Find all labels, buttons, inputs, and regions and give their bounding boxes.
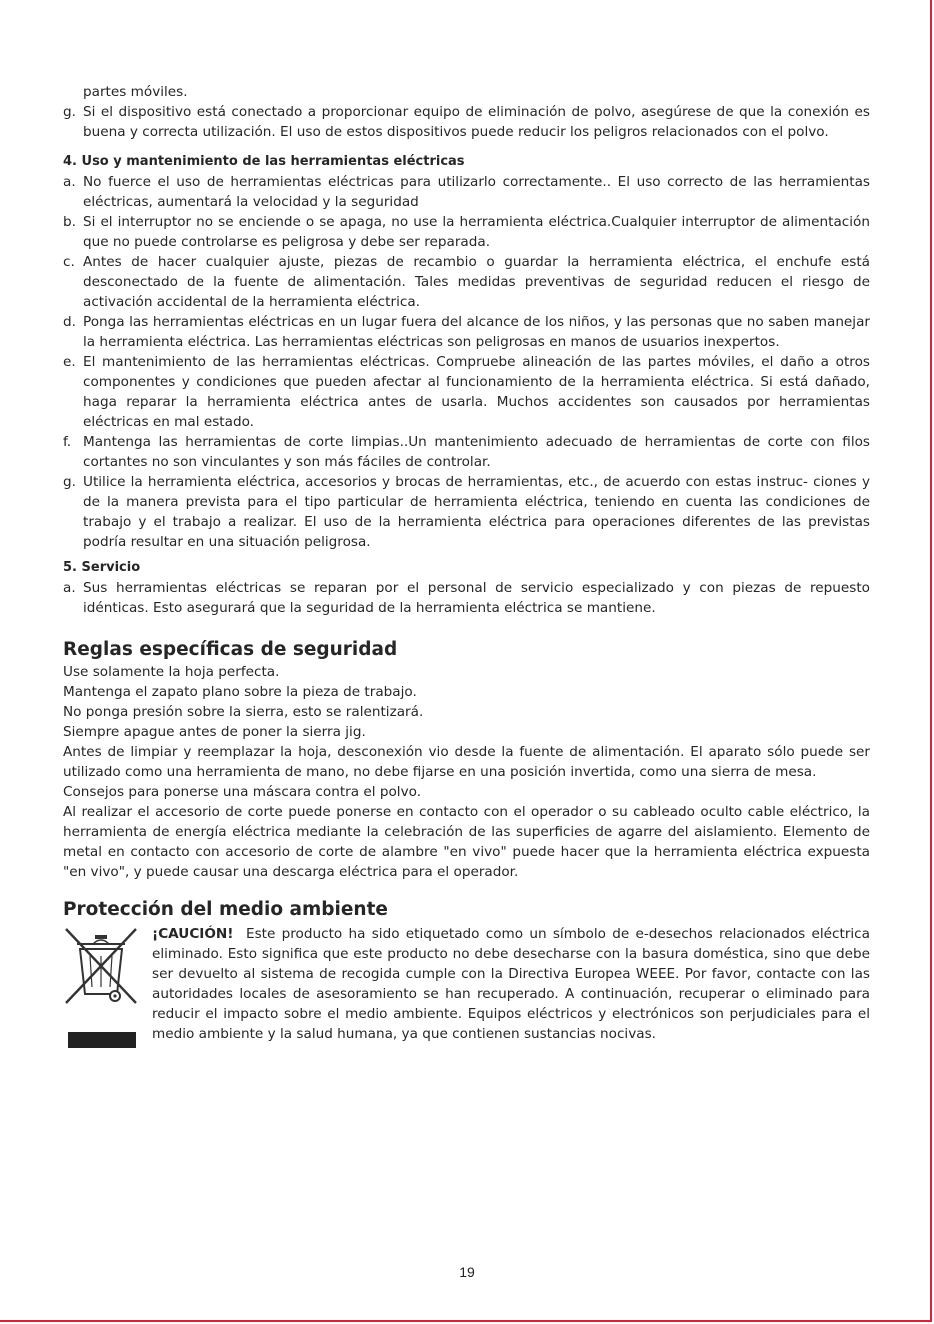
item-letter: a.	[63, 174, 76, 190]
environment-section	[63, 924, 870, 1044]
list-item	[63, 352, 870, 432]
item-text: Si el interruptor no se enciende o se apaga, no use la herramienta eléctrica.Cualquier interruptor de alimentación que no puede controlarse es peligrosa y debe ser reparada.	[83, 214, 870, 250]
list-item	[63, 172, 870, 212]
item-text: Sus herramientas eléctricas se reparan por el personal de servicio especializado y con piezas de repuesto idénticas. Esto asegurará que la seguridad de la herramienta eléctrica se mantiene.	[83, 580, 870, 616]
continuation-text: partes móviles.	[83, 84, 188, 100]
list-item	[63, 472, 870, 552]
item-text: Mantenga las herramientas de corte limpias..Un mantenimiento adecuado de herramientas de corte con filos cortantes no son vinculantes y son más fáciles de controlar.	[83, 434, 870, 470]
caution-label: ¡CAUCIÓN!	[152, 926, 234, 942]
environment-heading: Protección del medio ambiente	[63, 899, 388, 920]
section-4-title: 4. Uso y mantenimiento de las herramientas eléctricas	[63, 154, 465, 169]
list-item	[63, 312, 870, 352]
environment-text	[152, 924, 870, 1044]
page-number: 19	[459, 1264, 475, 1280]
item-text: Utilice la herramienta eléctrica, accesorios y brocas de herramientas, etc., de acuerdo con estas instruc- ciones y de la manera prevista para el tipo particular de herramienta eléctrica, teniendo en cuenta las condiciones de trabajo y el trabajo a realizar. El uso de la herramienta eléctrica para operaciones diferentes de las previstas podría resultar en una situación peligrosa.	[83, 474, 870, 550]
section-4-list	[63, 172, 870, 552]
rule-line: Antes de limpiar y reemplazar la hoja, desconexión vio desde la fuente de alimentación. El aparato sólo puede ser utilizado como una herramienta de mano, no debe fijarse en una posición invertida, como una sierra de mesa.	[63, 744, 870, 780]
specific-rules-body	[63, 662, 870, 882]
rule-line: Siempre apague antes de poner la sierra jig.	[63, 724, 366, 740]
item-letter: b.	[63, 214, 76, 230]
list-item	[63, 212, 870, 252]
list-item	[63, 252, 870, 312]
item-letter: g.	[63, 104, 76, 120]
item-text: El mantenimiento de las herramientas eléctricas. Compruebe alineación de las partes móviles, el daño a otros componentes y condiciones que pueden afectar al funcionamiento de la herramienta eléctrica. Si está dañado, haga reparar la herramienta eléctrica antes de usarla. Muchos accidentes son causados por herramientas eléctricas en mal estado.	[83, 354, 870, 430]
item-letter: f.	[63, 434, 72, 450]
environment-body: Este producto ha sido etiquetado como un símbolo de e-desechos relacionados eléctrica eliminado. Esto significa que este producto no debe desecharse con la basura doméstica, sino que debe ser devuelto al sistema de recogida cumple con la Directiva Europea WEEE. Por favor, contacte con las autoridades locales de asesoramiento se han recuperado. A continuación, recuperar o eliminado para reducir el impacto sobre el medio ambiente. Equipos eléctricos y electrónicos son perjudiciales para el medio ambiente y la salud humana, ya que contienen sustancias nocivas.	[152, 926, 870, 1042]
rule-line: Use solamente la hoja perfecta.	[63, 664, 280, 680]
item-text: Si el dispositivo está conectado a proporcionar equipo de eliminación de polvo, asegúrese de que la conexión es buena y correcta utilización. El uso de estos dispositivos puede reducir los peligros relacionados con el polvo.	[83, 104, 870, 140]
item-letter: c.	[63, 254, 75, 270]
item-letter: g.	[63, 474, 76, 490]
specific-rules-heading: Reglas específicas de seguridad	[63, 639, 398, 660]
list-item	[63, 578, 870, 618]
list-item	[63, 102, 870, 142]
rule-line: Al realizar el accesorio de corte puede ponerse en contacto con el operador o su cableado oculto cable eléctrico, la herramienta de energía eléctrica mediante la celebración de las superficies de agarre del aislamiento. Elemento de metal en contacto con accesorio de corte de alambre "en vivo" puede hacer que la herramienta eléctrica expuesta "en vivo", y puede causar una descarga eléctrica para el operador.	[63, 804, 870, 880]
weee-crossed-bin-icon	[63, 926, 139, 1050]
item-letter: a.	[63, 580, 76, 596]
page-content	[63, 82, 870, 1044]
rule-line: Mantenga el zapato plano sobre la pieza de trabajo.	[63, 684, 417, 700]
item-text: Antes de hacer cualquier ajuste, piezas de recambio o guardar la herramienta eléctrica, el enchufe está desconectado de la fuente de alimentación. Tales medidas preventivas de seguridad reducen el riesgo de activación accidental de la herramienta eléctrica.	[83, 254, 870, 310]
item-letter: d.	[63, 314, 76, 330]
rule-line: No ponga presión sobre la sierra, esto se ralentizará.	[63, 704, 424, 720]
item-text: Ponga las herramientas eléctricas en un lugar fuera del alcance de los niños, y las personas que no saben manejar la herramienta eléctrica. Las herramientas eléctricas son peligrosas en manos de usuarios inexpertos.	[83, 314, 870, 350]
item-letter: e.	[63, 354, 76, 370]
item-text: No fuerce el uso de herramientas eléctricas para utilizarlo correctamente.. El uso correcto de las herramientas eléctricas, aumentará la velocidad y la seguridad	[83, 174, 870, 210]
rule-line: Consejos para ponerse una máscara contra el polvo.	[63, 784, 422, 800]
list-item	[63, 432, 870, 472]
section-5-title: 5. Servicio	[63, 560, 141, 575]
